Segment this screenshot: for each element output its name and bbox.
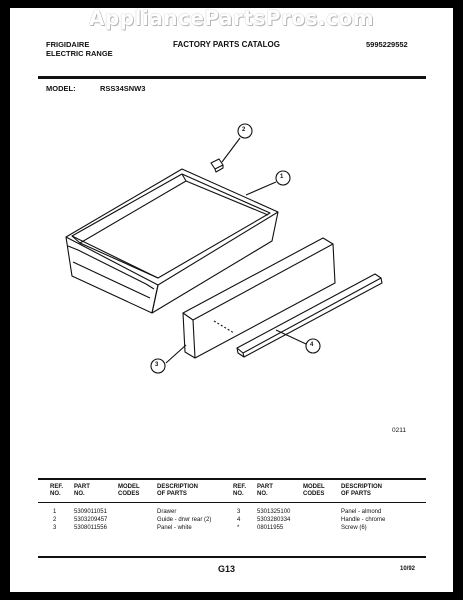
callout-4: 4 [310,342,314,348]
left-ref-header-2: NO. [50,491,61,497]
rear-guide-part [211,159,223,172]
left-row-3-ref: 3 [53,525,57,531]
right-model-header-2: CODES [303,491,325,497]
right-part-header-2: NO. [257,491,268,497]
left-part-header-2: NO. [74,491,85,497]
left-part-header: PART [74,484,90,490]
callout-2: 2 [242,127,246,133]
model-label: MODEL: [46,84,76,93]
callout-1: 1 [280,174,284,180]
right-row-2-part: 5303280334 [257,517,291,523]
table-header-rule [38,502,426,503]
right-row-3-desc: Screw (6) [341,525,367,531]
model-number: RSS34SNW3 [100,84,146,93]
right-desc-header: DESCRIPTION [341,484,383,490]
right-model-header: MODEL [303,484,325,490]
right-desc-header-2: OF PARTS [341,491,371,497]
left-row-2-desc: Guide - drwr rear (2) [157,517,212,523]
brand-name: FRIGIDAIRE [46,40,90,49]
right-row-1-desc: Panel - almond [341,509,382,515]
left-desc-header: DESCRIPTION [157,484,199,490]
left-row-3-part: 5308011556 [74,525,107,531]
left-desc-header-2: OF PARTS [157,491,187,497]
table-bottom-rule [38,556,426,558]
watermark: AppliancePartsPros.com [88,6,375,30]
left-model-header: MODEL [118,484,140,490]
left-row-3-desc: Panel - white [157,525,192,531]
left-model-header-2: CODES [118,491,140,497]
right-row-2-desc: Handle - chrome [341,517,386,523]
table-top-rule [38,478,426,480]
left-row-1-part: 5309011051 [74,509,107,515]
callout-3: 3 [155,362,159,368]
drawing-code: 0211 [392,427,406,434]
left-row-1-desc: Drawer [157,509,177,515]
right-row-1-part: 5301325100 [257,509,291,515]
left-row-1-ref: 1 [53,509,57,515]
right-row-3-part: 08011955 [257,525,284,531]
product-type: ELECTRIC RANGE [46,49,113,58]
right-part-header: PART [257,484,273,490]
left-row-2-part: 5303209457 [74,517,108,523]
left-row-2-ref: 2 [53,517,57,523]
catalog-title: FACTORY PARTS CATALOG [173,40,280,49]
page-code: G13 [218,564,236,574]
right-row-1-ref: 3 [237,509,241,515]
left-ref-header: REF. [50,484,64,490]
right-ref-header-2: NO. [233,491,244,497]
catalog-number: 5995229552 [366,40,408,49]
right-row-3-ref: * [237,525,240,531]
right-ref-header: REF. [233,484,247,490]
date-code: 10/92 [400,566,416,572]
right-row-2-ref: 4 [237,517,241,523]
